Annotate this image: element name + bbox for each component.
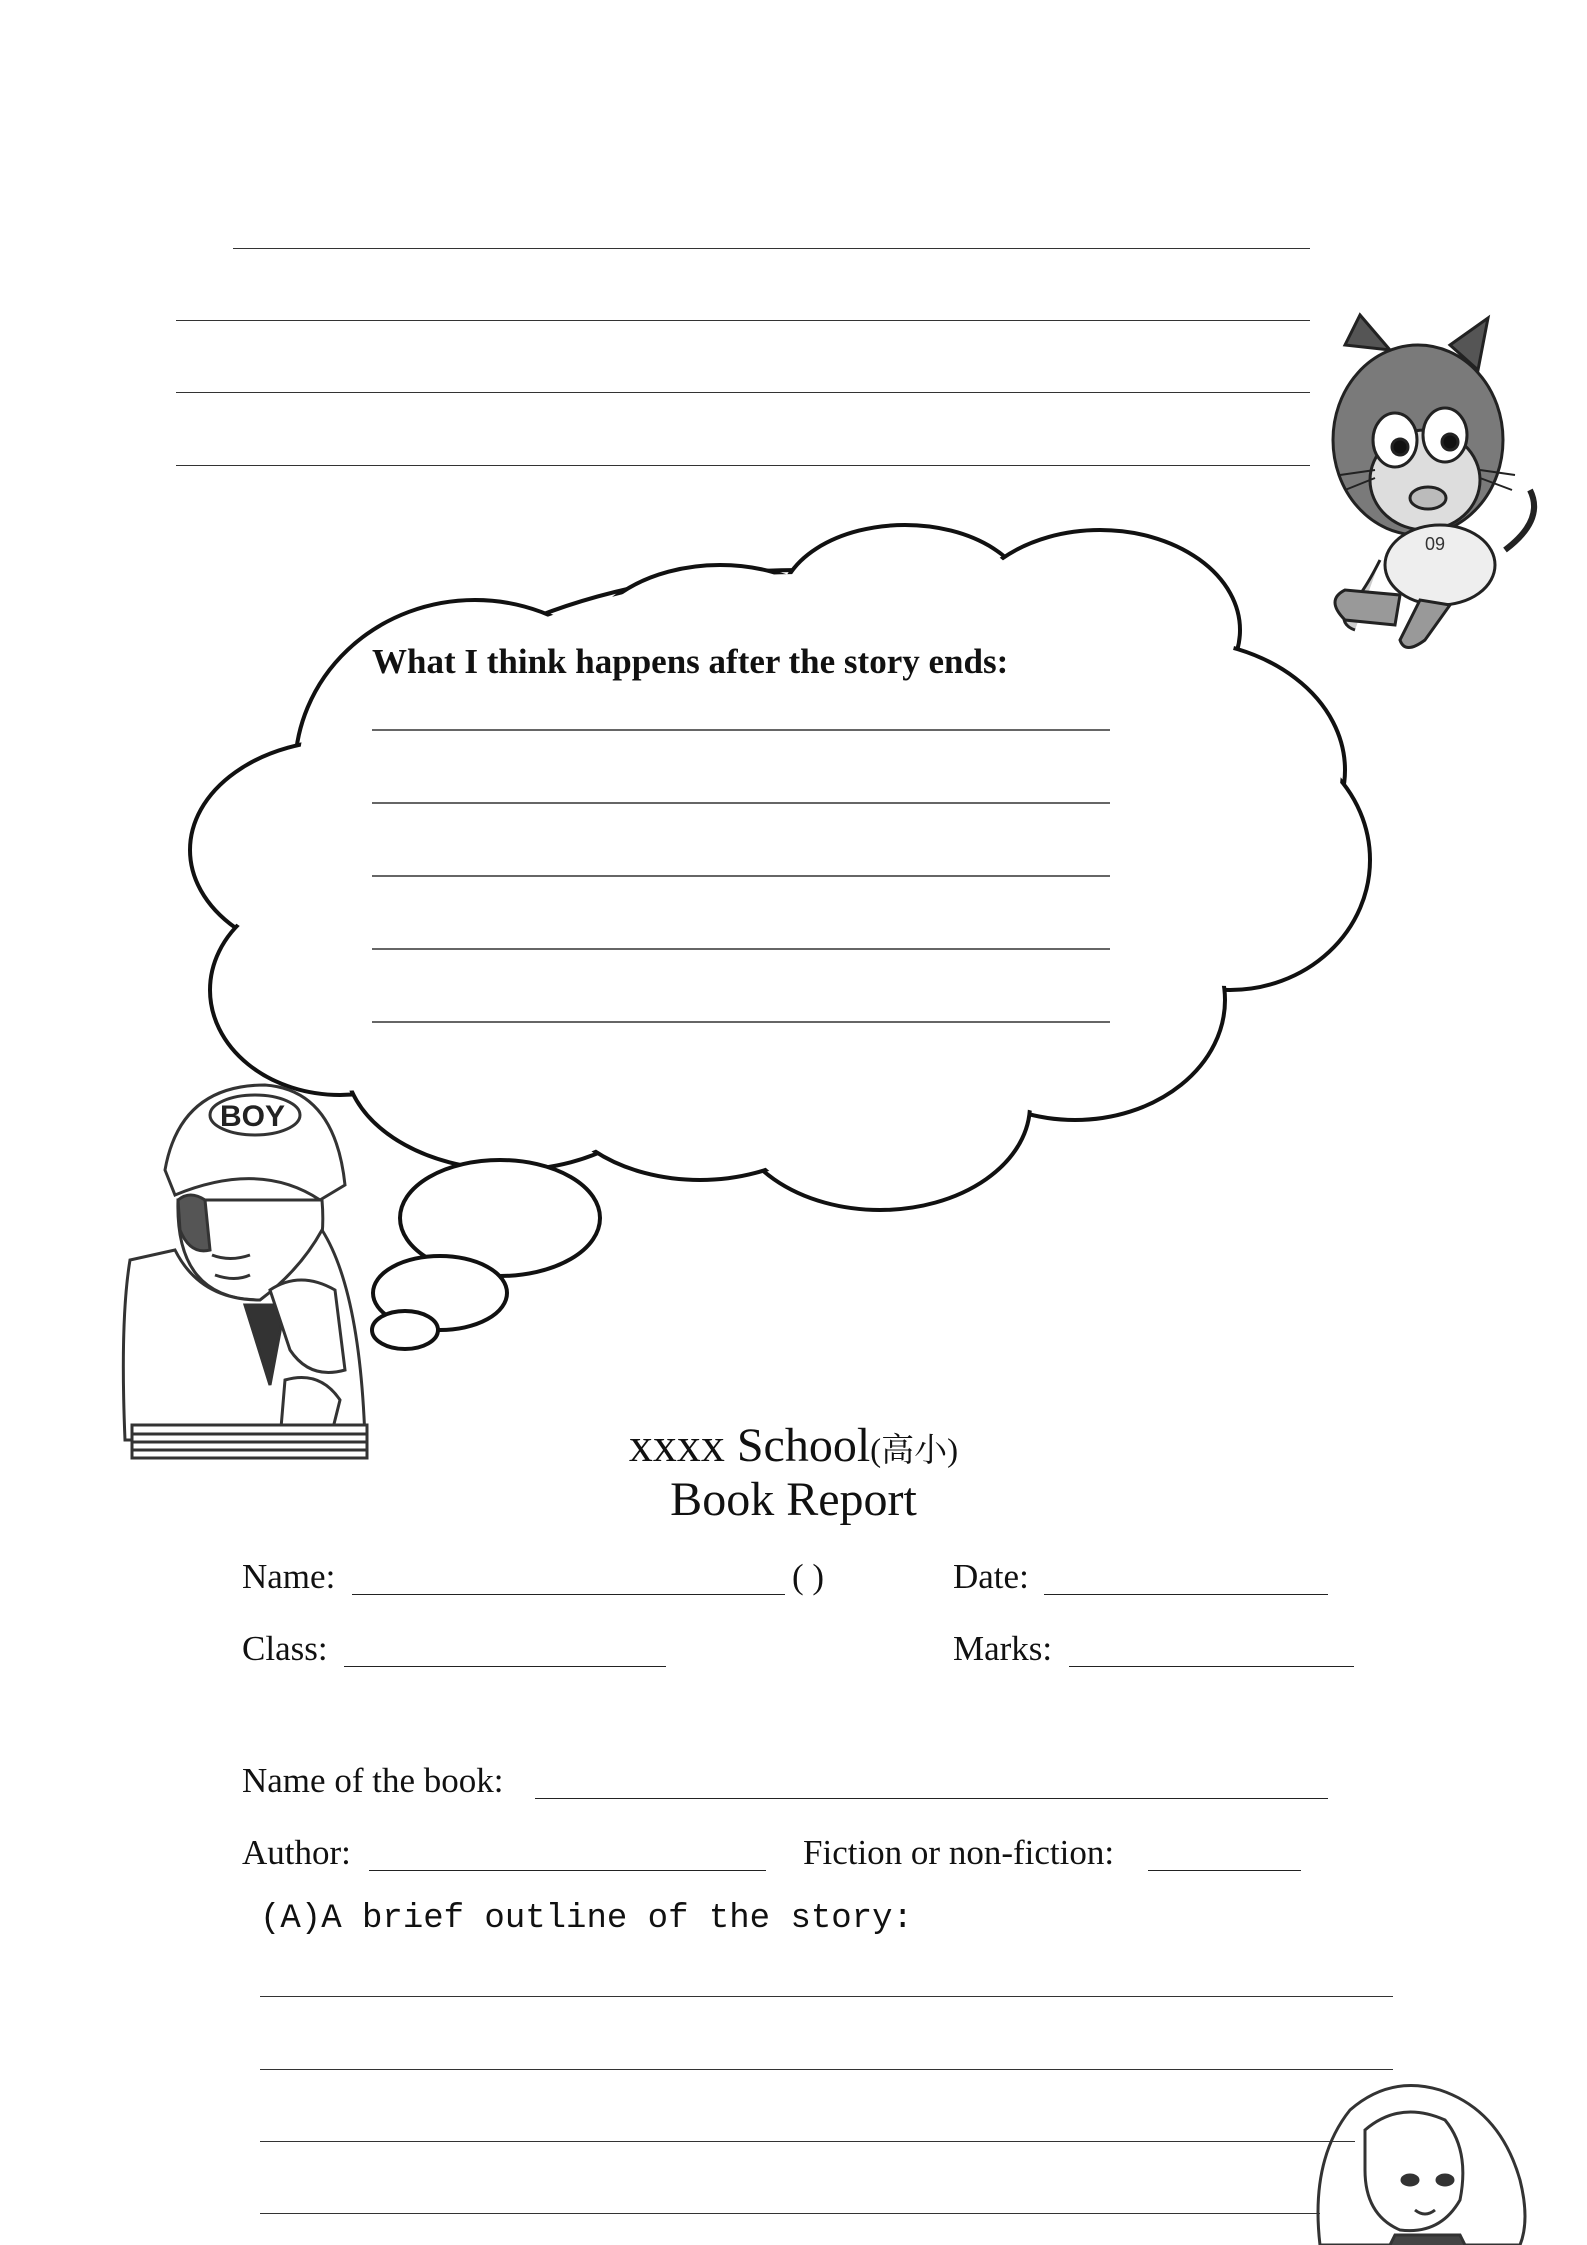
class-label: Class:: [242, 1629, 328, 1668]
book-name-field[interactable]: [535, 1798, 1328, 1799]
book-name-label: Name of the book:: [242, 1761, 504, 1800]
cat-illustration: [1333, 315, 1534, 648]
date-field[interactable]: [1044, 1594, 1328, 1595]
class-number-field[interactable]: ( ): [792, 1557, 825, 1596]
boy-cap-text: BOY: [220, 1100, 286, 1133]
name-field[interactable]: [352, 1594, 785, 1595]
girl-illustration: [1318, 2086, 1525, 2245]
class-field[interactable]: [344, 1666, 666, 1667]
section-a-label: (A)A brief outline of the story:: [260, 1900, 913, 1938]
author-field[interactable]: [369, 1870, 766, 1871]
report-title: Book Report: [670, 1473, 917, 1526]
outline-line-3[interactable]: [260, 2141, 1355, 2142]
date-label: Date:: [953, 1557, 1029, 1596]
name-label: Name:: [242, 1557, 336, 1596]
cat-shirt-text: 09: [1425, 534, 1446, 554]
school-name: xxxx School: [628, 1419, 871, 1472]
outline-line-1[interactable]: [260, 1996, 1393, 1997]
marks-label: Marks:: [953, 1629, 1053, 1668]
boy-illustration: [123, 1085, 367, 1458]
author-label: Author:: [242, 1833, 351, 1872]
fiction-label: Fiction or non-fiction:: [803, 1833, 1115, 1872]
fiction-field[interactable]: [1148, 1870, 1301, 1871]
school-title: [0, 1418, 1587, 1479]
marks-field[interactable]: [1069, 1666, 1354, 1667]
thought-bubble-small: [372, 1311, 438, 1349]
outline-line-4[interactable]: [260, 2213, 1320, 2214]
school-level: (高小): [870, 1433, 959, 1469]
outline-line-2[interactable]: [260, 2069, 1393, 2070]
thought-bubble-title: What I think happens after the story ends:: [372, 642, 1009, 681]
